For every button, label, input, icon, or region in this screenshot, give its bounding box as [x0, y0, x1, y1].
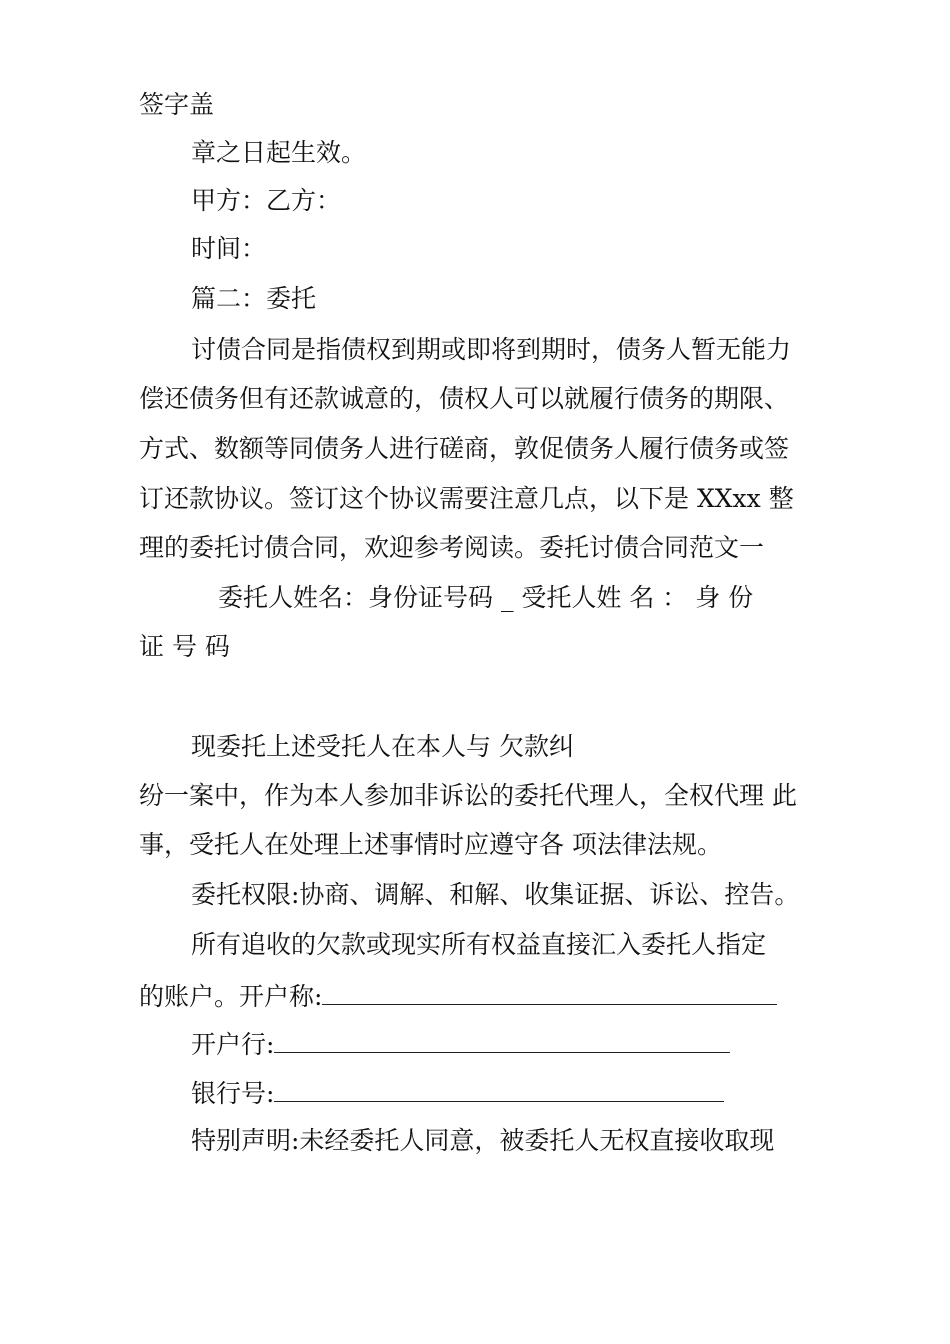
text-line: 签字盖: [139, 90, 215, 119]
text-line: 讨债合同是指债权到期或即将到期时，债务人暂无能力: [191, 335, 792, 364]
blank-underline: [274, 1028, 730, 1053]
account-name-line: 的账户。开户称:: [139, 980, 777, 1012]
blank-underline: [322, 980, 777, 1005]
text-line: 理的委托讨债合同，欢迎参考阅读。委托讨债合同范文一: [139, 533, 765, 562]
text-line: 订还款协议。签订这个协议需要注意几点，以下是 XXxx 整: [139, 484, 794, 513]
text-line: 章之日起生效。: [191, 138, 367, 167]
text-line: 偿还债务但有还款诚意的，债权人可以就履行债务的期限、: [139, 384, 790, 413]
text-line: 所有追收的欠款或现实所有权益直接汇入委托人指定: [191, 930, 767, 959]
text-line: 现委托上述受托人在本人与 欠款纠: [191, 732, 574, 761]
bank-number-line: 银行号:: [191, 1077, 724, 1109]
text-line: 甲方：乙方：: [191, 186, 342, 215]
text-line: 方式、数额等同债务人进行磋商，敦促债务人履行债务或签: [139, 434, 790, 463]
text-line: 委托人姓名：身份证号码 _ 受托人姓 名 ： 身 份: [218, 583, 754, 612]
blank-underline: [274, 1077, 724, 1102]
text-line: 证 号 码: [139, 632, 230, 661]
bank-line: 开户行:: [191, 1028, 730, 1060]
section-heading: 篇二：委托: [191, 284, 317, 313]
text-line: 事，受托人在处理上述事情时应遵守各 项法律法规。: [139, 830, 722, 859]
text-line: 纷一案中，作为本人参加非诉讼的委托代理人，全权代理 此: [139, 781, 797, 810]
text-line: 特别声明:未经委托人同意，被委托人无权直接收取现: [191, 1126, 775, 1155]
text-line: 时间：: [191, 234, 267, 263]
text-line: 委托权限:协商、调解、和解、收集证据、诉讼、控告。: [191, 880, 800, 909]
